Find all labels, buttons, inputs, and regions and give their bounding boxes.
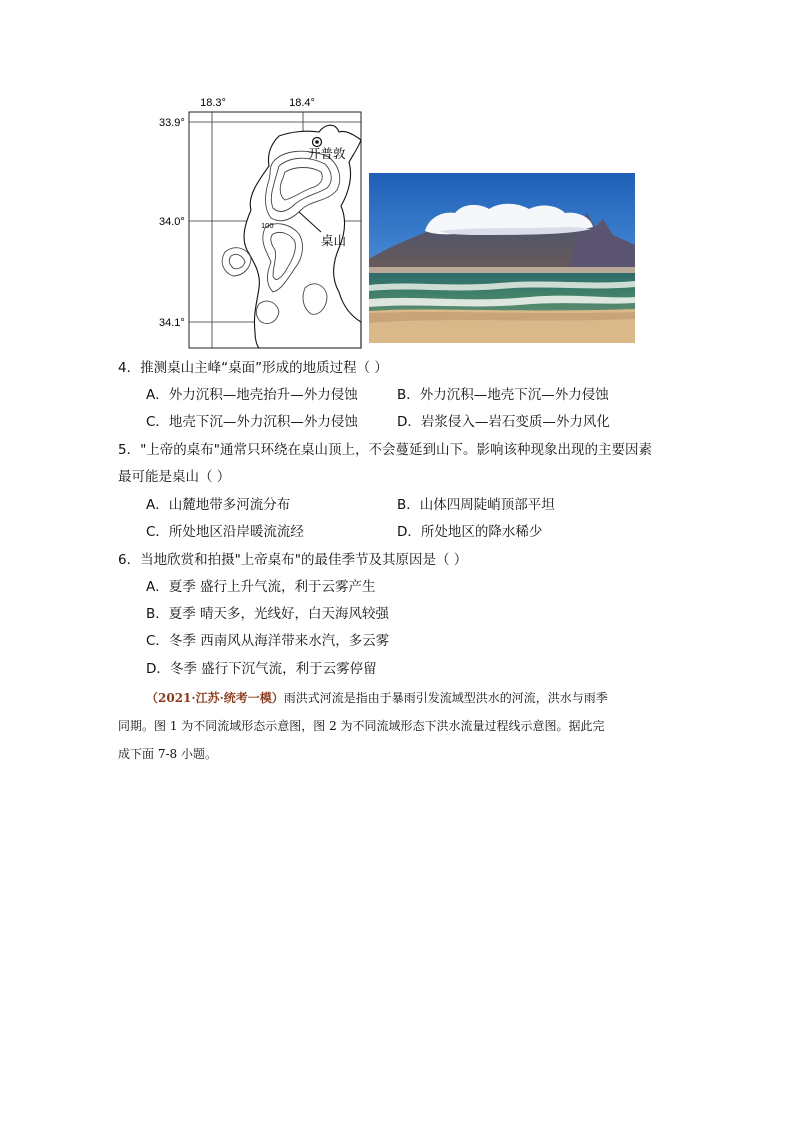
q4-option-a: A．外力沉积—地壳抬升—外力侵蚀 xyxy=(146,387,358,403)
photo-city xyxy=(369,267,635,273)
lon-label-18-3: 18.3° xyxy=(200,97,226,109)
q4-option-d: D．岩浆侵入—岩石变质—外力风化 xyxy=(397,414,610,430)
mountain-label: 桌山 xyxy=(321,233,347,248)
question-6-stem: 6．当地欣赏和拍摄"上帝桌布"的最佳季节及其原因是（ ） xyxy=(118,552,468,568)
contour-value-label: 100 xyxy=(261,221,274,230)
intro-line-2: 同期。图 1 为不同流域形态示意图，图 2 为不同流域形态下洪水流量过程线示意图。据此完 xyxy=(118,719,605,733)
source-tag: （2021·江苏·统考一模） xyxy=(146,691,284,705)
lon-label-18-4: 18.4° xyxy=(289,97,315,109)
q5-option-a: A．山麓地带多河流分布 xyxy=(146,497,291,513)
lat-label-34-0: 34.0° xyxy=(159,216,185,228)
photo-sea xyxy=(369,273,635,313)
q6-option-b: B．夏季 晴天多，光线好，白天海风较强 xyxy=(146,606,390,622)
q5-option-b: B．山体四周陡峭顶部平坦 xyxy=(397,497,555,513)
city-label: 开普敦 xyxy=(308,146,346,161)
table-mountain-map xyxy=(155,92,365,354)
q4-option-b: B．外力沉积—地壳下沉—外力侵蚀 xyxy=(397,387,609,403)
intro-line-1 xyxy=(146,689,608,707)
q6-option-a: A．夏季 盛行上升气流，利于云雾产生 xyxy=(146,579,376,595)
q4-option-c: C．地壳下沉—外力沉积—外力侵蚀 xyxy=(146,414,358,430)
city-marker-dot xyxy=(315,140,319,144)
question-4-stem: 4．推测桌山主峰“桌面”形成的地质过程（ ） xyxy=(118,360,388,376)
q6-option-d: D．冬季 盛行下沉气流，利于云雾停留 xyxy=(146,661,377,677)
question-5-stem-line1: 5．"上帝的桌布"通常只环绕在桌山顶上，不会蔓延到山下。影响该种现象出现的主要因素 xyxy=(118,442,653,458)
q5-option-c: C．所处地区沿岸暖流流经 xyxy=(146,524,304,540)
table-mountain-photo xyxy=(369,173,635,343)
intro-line-3: 成下面 7-8 小题。 xyxy=(118,747,217,761)
q5-option-d: D．所处地区的降水稀少 xyxy=(397,524,543,540)
question-5-stem-line2: 最可能是桌山（ ） xyxy=(118,469,231,485)
intro-text-1: 雨洪式河流是指由于暴雨引发流域型洪水的河流，洪水与雨季 xyxy=(283,691,608,705)
lat-label-34-1: 34.1° xyxy=(159,317,185,329)
lat-label-33-9: 33.9° xyxy=(159,117,185,129)
q6-option-c: C．冬季 西南风从海洋带来水汽，多云雾 xyxy=(146,633,390,649)
